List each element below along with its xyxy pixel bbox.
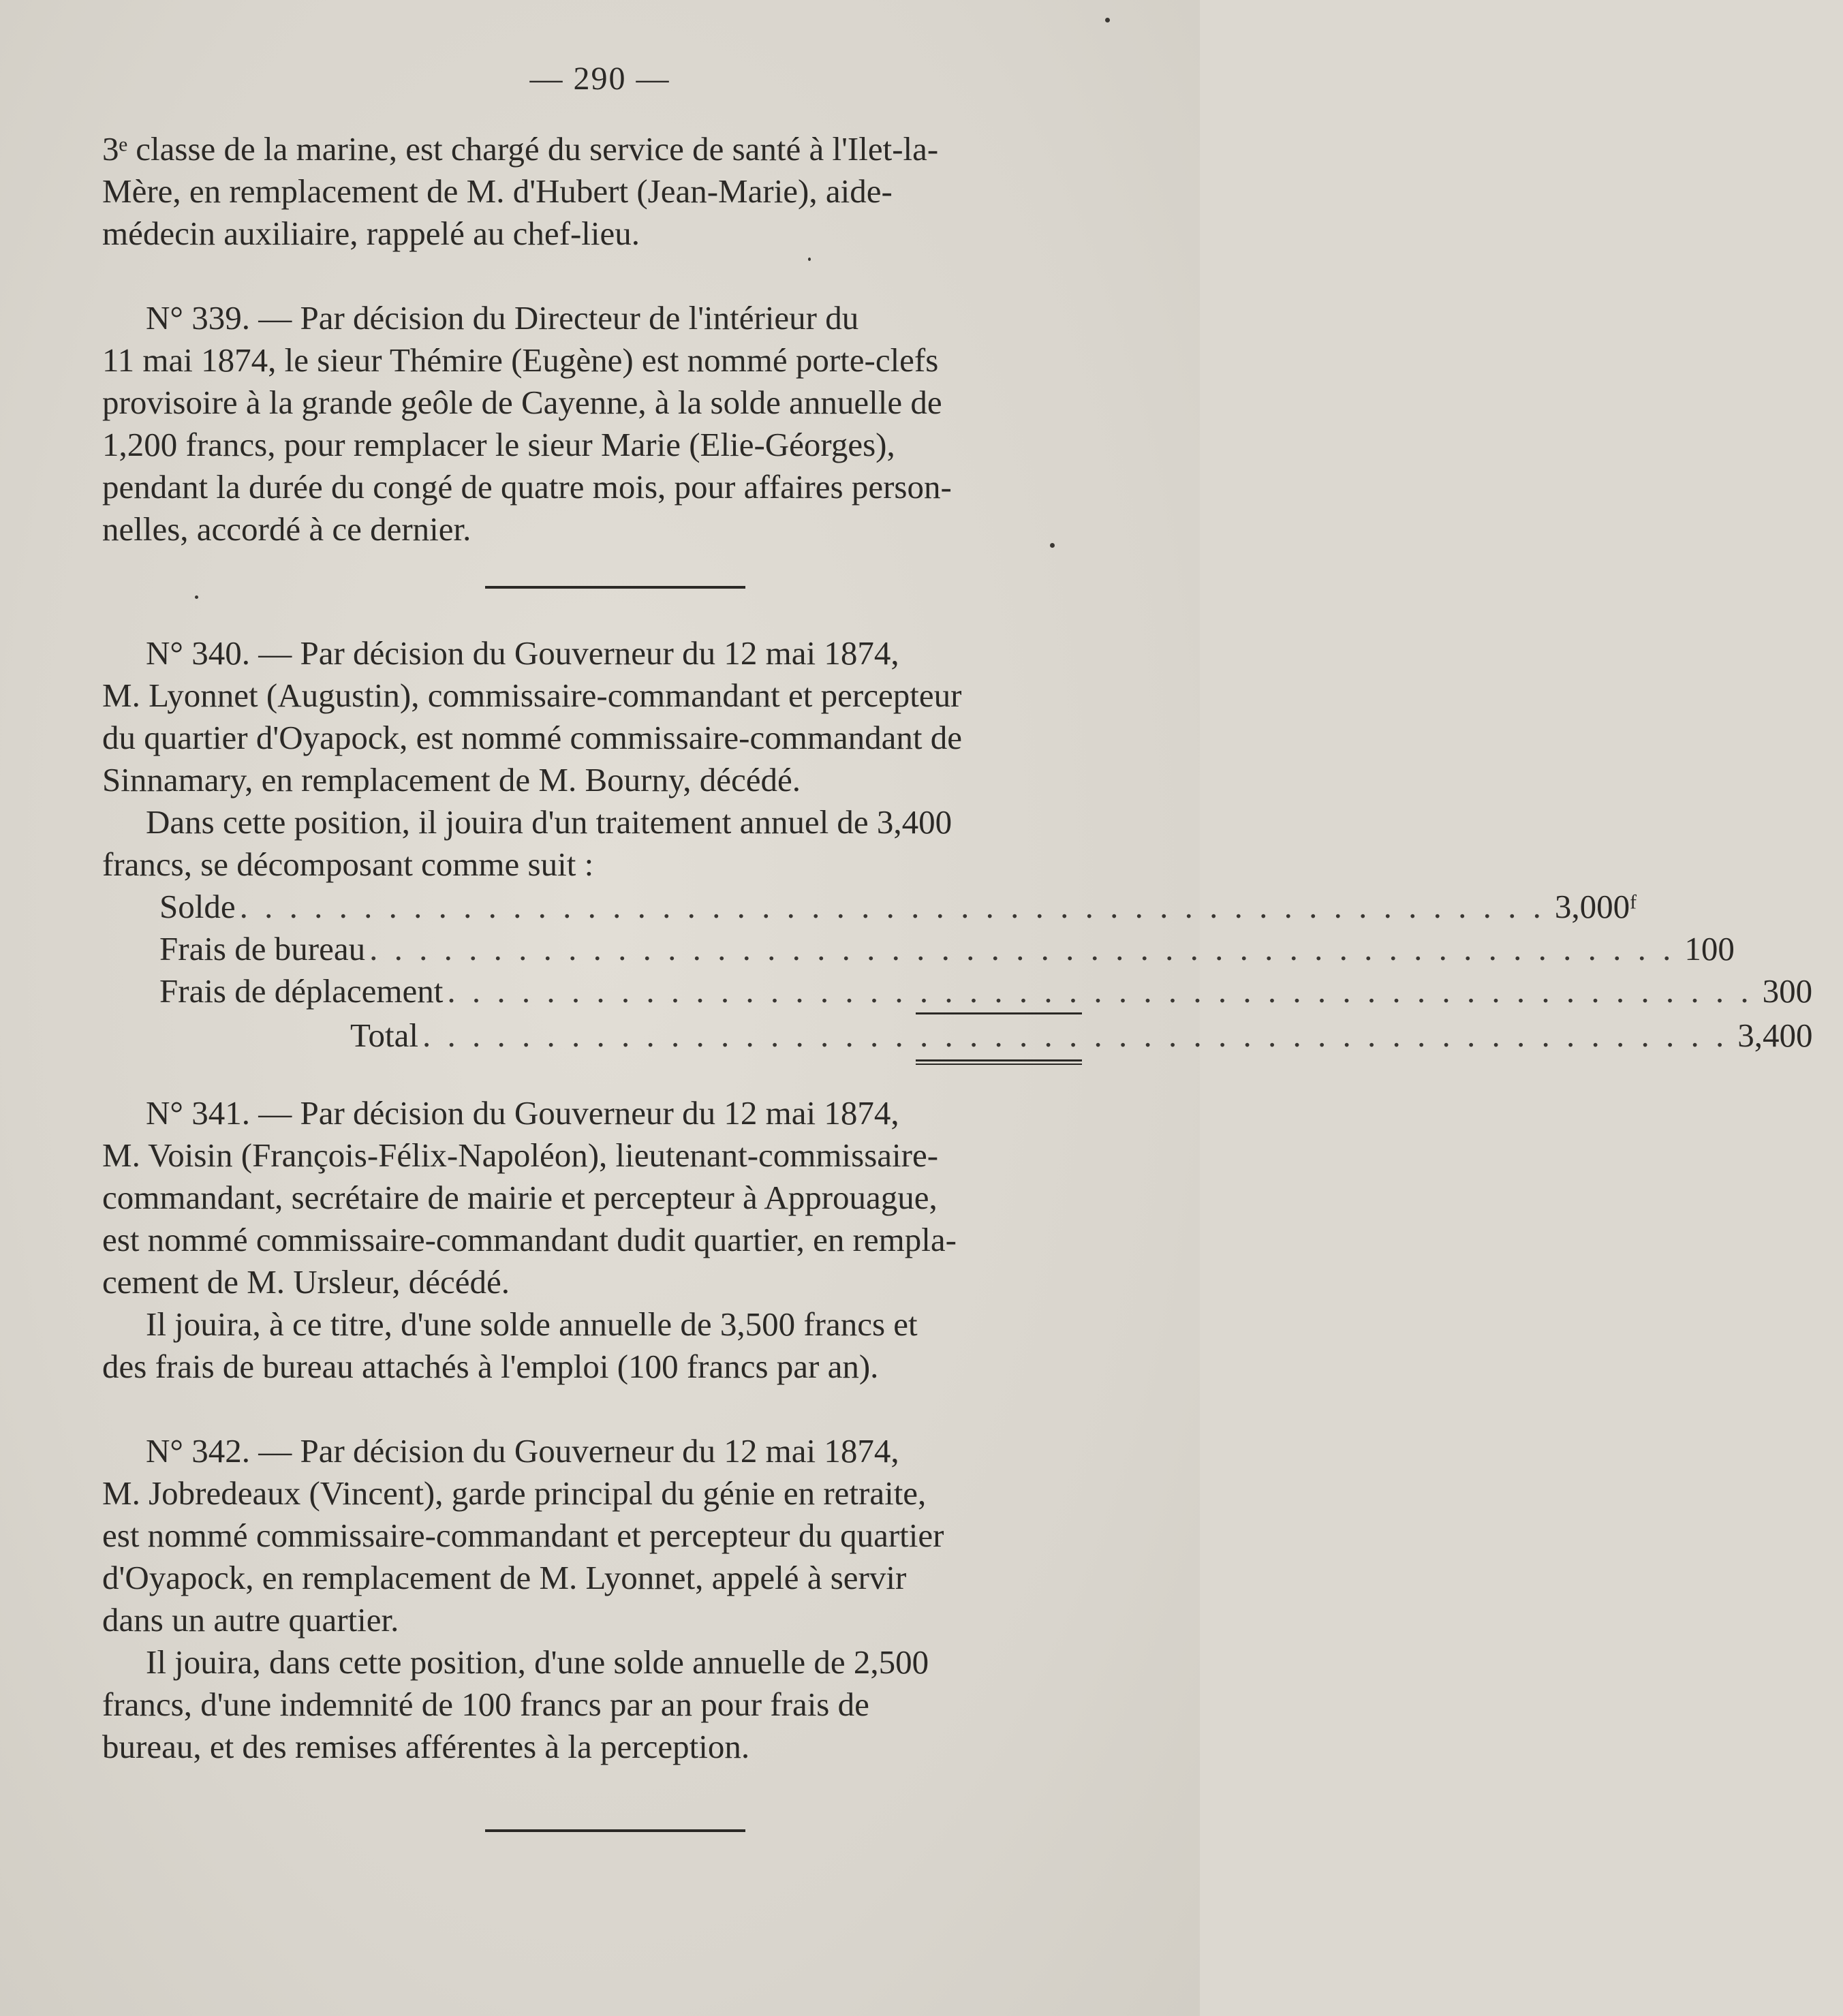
text-line: Il jouira, dans cette position, d'une solde annuelle de 2,500 [146, 1643, 929, 1681]
ink-speck [1050, 543, 1055, 548]
decision-341 [102, 1092, 1132, 1388]
dot-leader: . . . . . . . . . . . . . . . . . . . . . . . . . . . . . . . . . . . . . . . . . . . . . . . . . . . . . [369, 930, 1675, 967]
text-line: Mère, en remplacement de M. d'Hubert (Jean-Marie), aide- [102, 172, 893, 210]
text-line: N° 339. — Par décision du Directeur de l'intérieur du [146, 299, 859, 337]
dot-leader: . . . . . . . . . . . . . . . . . . . . . . . . . . . . . . . . . . . . . . . . . . . . . . . . . . . . . [239, 888, 1545, 925]
total-row [350, 1014, 1813, 1057]
text-line: Dans cette position, il jouira d'un traitement annuel de 3,400 [146, 803, 953, 841]
text-line: nelles, accordé à ce dernier. [102, 510, 471, 548]
row-amount: 3,000ᶠ [1554, 888, 1637, 925]
total-amount: 3,400 [1737, 1017, 1813, 1054]
row-amount: 100 [1684, 930, 1735, 967]
text-line: 11 mai 1874, le sieur Thémire (Eugène) est nommé porte-clefs [102, 341, 939, 379]
text-line: N° 340. — Par décision du Gouverneur du 12 mai 1874, [146, 634, 899, 672]
text-line: N° 341. — Par décision du Gouverneur du 12 mai 1874, [146, 1094, 899, 1132]
row-label: Solde [159, 888, 236, 925]
text-line: pendant la durée du congé de quatre mois, pour affaires person- [102, 468, 952, 506]
text-line: M. Lyonnet (Augustin), commissaire-commandant et percepteur [102, 677, 962, 714]
text-line: d'Oyapock, en remplacement de M. Lyonnet, appelé à servir [102, 1559, 907, 1596]
table-row [159, 970, 1813, 1012]
table-row [159, 928, 1735, 970]
document-body [102, 128, 1813, 1832]
row-label: Frais de déplacement [159, 972, 444, 1010]
table-row [159, 886, 1637, 928]
dot-leader: . . . . . . . . . . . . . . . . . . . . . . . . . . . . . . . . . . . . . . . . . . . . . . . . . . . . . [447, 972, 1753, 1010]
ink-speck [195, 595, 198, 599]
text-line: francs, se décomposant comme suit : [102, 846, 594, 883]
decision-340 [102, 632, 1813, 1065]
text-line: médecin auxiliaire, rappelé au chef-lieu. [102, 215, 640, 252]
ink-speck [808, 258, 811, 261]
text-line: provisoire à la grande geôle de Cayenne, à la solde annuelle de [102, 384, 942, 421]
dot-leader: . . . . . . . . . . . . . . . . . . . . . . . . . . . . . . . . . . . . . . . . . . . . . . . . . . . . . [422, 1017, 1729, 1054]
text-line: est nommé commissaire-commandant et percepteur du quartier [102, 1517, 944, 1554]
text-line: M. Jobredeaux (Vincent), garde principal du génie en retraite, [102, 1474, 927, 1512]
text-line: commandant, secrétaire de mairie et percepteur à Approuague, [102, 1179, 938, 1216]
page-number: — 290 — [529, 61, 670, 97]
text-line: M. Voisin (François-Félix-Napoléon), lieutenant-commissaire- [102, 1136, 939, 1174]
text-line: Sinnamary, en remplacement de M. Bourny, décédé. [102, 761, 801, 798]
salary-breakdown-table [159, 886, 1813, 1065]
text-line: bureau, et des remises afférentes à la perception. [102, 1728, 750, 1765]
text-line: du quartier d'Oyapock, est nommé commissaire-commandant de [102, 719, 963, 756]
ink-speck [1105, 18, 1110, 22]
text-line: Il jouira, à ce titre, d'une solde annuelle de 3,500 francs et [146, 1305, 918, 1343]
text-line: 1,200 francs, pour remplacer le sieur Marie (Elie-Géorges), [102, 426, 895, 463]
section-divider [485, 1829, 745, 1832]
text-line: 3ᵉ classe de la marine, est chargé du service de santé à l'Ilet-la- [102, 130, 939, 168]
text-line: cement de M. Ursleur, décédé. [102, 1263, 510, 1301]
row-amount: 300 [1762, 972, 1813, 1010]
total-double-rule [916, 1059, 1082, 1065]
row-label: Frais de bureau [159, 930, 366, 967]
decision-342 [102, 1430, 1132, 1768]
text-line: dans un autre quartier. [102, 1601, 399, 1639]
text-line: est nommé commissaire-commandant dudit quartier, en rempla- [102, 1221, 957, 1258]
decision-339 [102, 297, 1132, 550]
text-line: francs, d'une indemnité de 100 francs par an pour frais de [102, 1686, 869, 1723]
intro-paragraph [102, 128, 1132, 255]
text-line: des frais de bureau attachés à l'emploi (100 francs par an). [102, 1348, 879, 1385]
total-label: Total [350, 1017, 418, 1054]
text-line: N° 342. — Par décision du Gouverneur du 12 mai 1874, [146, 1432, 899, 1470]
section-divider [485, 586, 745, 589]
